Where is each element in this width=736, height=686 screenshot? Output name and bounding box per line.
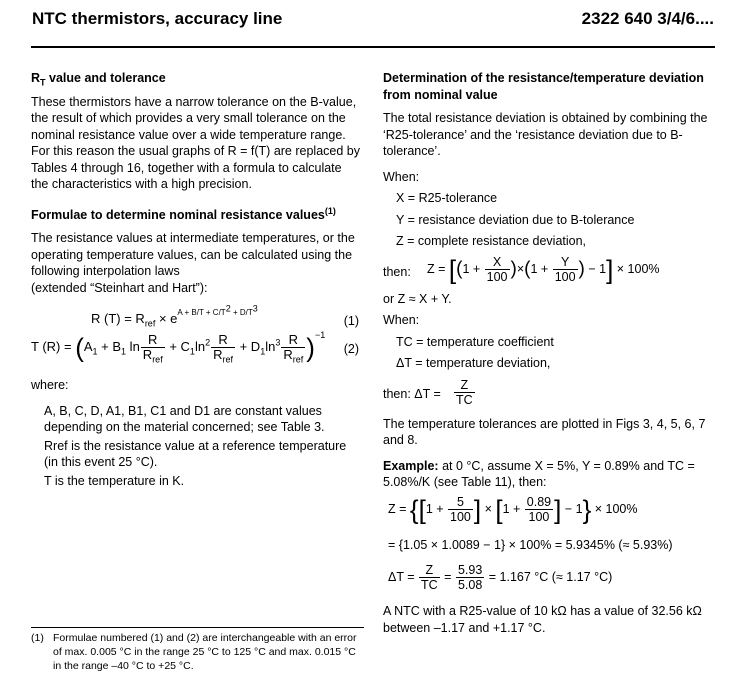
section-rt-body: These thermistors have a narrow tolerance on the B-value, the result of which provides a very small tolerance on the nominal resistance value over a wide temperature range. For this reason the usual graphs of R = f(T) are replaced by Tables 4 through 16, together with a formula to calculate the characteristics with a high precision.	[31, 94, 360, 191]
definition-t: T is the temperature in K.	[44, 473, 185, 488]
tc-definition: TC = temperature coefficient	[396, 334, 554, 349]
conclusion: A NTC with a R25-value of 10 kΩ has a value of 32.56 kΩ between –1.17 and +1.17 °C.	[383, 604, 702, 635]
right-column	[383, 70, 723, 645]
plots-note: The temperature tolerances are plotted in Figs 3, 4, 5, 6, 7 and 8.	[383, 416, 706, 447]
deviation-intro: The total resistance deviation is obtained by combining the ‘R25-tolerance’ and the ‘resistance deviation due to B-tolerance’.	[383, 111, 708, 158]
equation-2: T $(R) = (A_1 + B_1$ ln $\frac{R}{R_{ref}}$ + $C_1\ln^2$ $\frac{R}{R_{ref}}$ + $D_1\ln^3$ $\frac{R}{R_{ref}}$ )$^{-1}$ (2)	[31, 329, 359, 365]
when-label-2: When:	[383, 313, 420, 327]
section-formulae-body: The resistance values at intermediate temperatures, or the operating temperature values, can be calculated using the following interpolation laws	[31, 231, 355, 278]
left-column	[31, 70, 361, 498]
header-rule	[31, 46, 715, 48]
when-label-1: When:	[383, 169, 420, 184]
equation-dt: then: ΔT = $\frac{Z}{TC}$	[383, 377, 473, 407]
where-label: where:	[31, 378, 69, 392]
example-calc-z: Z = {[1 + $\frac{5}{100}$ ] × [1 + $\frac{0.89}{100}$ ] − 1} × 100%	[388, 494, 638, 524]
footnote: (1) Formulae numbered (1) and (2) are interchangeable with an error of max. 0.005 °C in the range 25 °C to 125 °C and max. 0.015 °C in the range –40 °C to +25 °C.	[31, 632, 357, 672]
section-formulae-body-extra: (extended “Steinhart and Hart”):	[31, 280, 208, 295]
document-title: NTC thermistors, accuracy line	[32, 9, 283, 28]
example-calc-result: = {1.05 × 1.0089 − 1} × 100% = 5.9345% (≈ 5.93%)	[388, 537, 673, 552]
x-definition: X = R25-tolerance	[396, 191, 498, 205]
section-heading-deviation: Determination of the resistance/temperature deviation from nominal value	[383, 71, 704, 102]
dt-definition: ΔT = temperature deviation,	[396, 356, 551, 370]
definition-rref: Rref is the resistance value at a reference temperature (in this event 25 °C).	[44, 438, 347, 469]
equation-1: R $(T) = R_{ref} \times e^{A + B/T + C/T^2 + D/T^3}$ (1)	[91, 303, 359, 329]
y-definition: Y = resistance deviation due to B-tolerance	[396, 212, 635, 227]
footnote-rule	[31, 627, 364, 628]
definition-constants: A, B, C, D, A1, B1, C1 and D1 are constant values depending on the material concerned; see Table 3.	[44, 403, 325, 434]
example-text: Example: at 0 °C, assume X = 5%, Y = 0.89% and TC = 5.08%/K (see Table 11), then:	[383, 458, 695, 489]
section-heading-rt: $R_T$ value and tolerance	[31, 71, 166, 88]
example-calc-dt: ΔT = $\frac{Z}{TC}$ = $\frac{5.93}{5.08}$ = 1.167 °C (≈ 1.17 °C)	[388, 563, 613, 592]
approximation-line: or Z ≈ X + Y.	[383, 291, 452, 306]
section-heading-formulae: Formulae to determine nominal resistance values$^{(1)}$	[31, 205, 336, 222]
part-number: 2322 640 3/4/6....	[581, 9, 714, 28]
z-definition: Z = complete resistance deviation,	[396, 234, 587, 248]
equation-z: then: Z = [(1 + $\frac{X}{100}$ )×(1 + $\frac{Y}{100}$ ) − 1] × 100%	[383, 254, 660, 284]
